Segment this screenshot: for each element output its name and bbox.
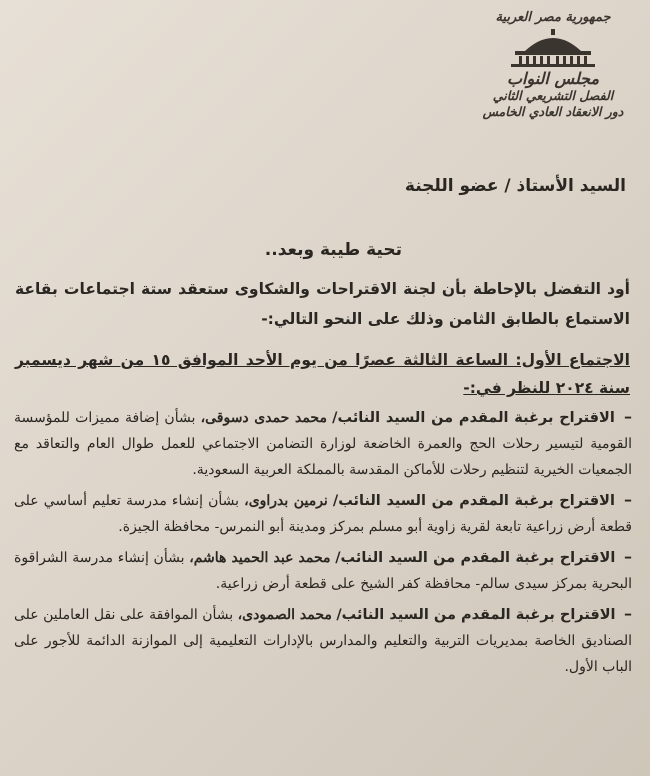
letterhead [478, 10, 628, 120]
proposal-text: بشأن إنشاء مدرسة تعليم أساسي على قطعة أرض زراعية تابعة لقرية زاوية أبو مسلم بمركز ومدينة أبو النمرس- محافظة الجيزة. [14, 493, 632, 535]
parliament-dome-icon [505, 27, 601, 67]
proposal-mp: محمد الصمودى، [237, 607, 332, 623]
dash-bullet: – [624, 490, 633, 509]
proposal-item [14, 544, 632, 597]
dash-bullet: – [624, 407, 633, 426]
proposal-item [14, 487, 632, 540]
first-meeting-heading: الاجتماع الأول: الساعة الثالثة عصرًا من يوم الأحد الموافق ١٥ من شهر ديسمبر سنة ٢٠٢٤ للنظر في:- [15, 351, 630, 397]
proposal-lead: الاقتراح برغبة المقدم من السيد النائب/ [332, 410, 615, 426]
intro-paragraph: أود التفضل بالإحاطة بأن لجنة الاقتراحات والشكاوى ستعقد ستة اجتماعات بقاعة الاستماع بالطابق الثامن وذلك على النحو التالي:- [15, 280, 630, 328]
dash-bullet: – [624, 604, 632, 623]
proposal-mp: محمد عبد الحميد هاشم، [189, 550, 331, 566]
proposal-item [14, 404, 632, 483]
salutation: السيد الأستاذ / عضو اللجنة [404, 176, 626, 196]
proposal-mp: نرمين بدراوى، [244, 493, 328, 509]
dash-bullet: – [624, 547, 633, 566]
proposal-text: بشأن الموافقة على نقل العاملين على الصناديق الخاصة بمديريات التربية والتعليم والمدارس بالإدارات التعليمية إلى الموازنة الدائمة للأجور على الباب الأول. [14, 607, 632, 675]
proposal-item [14, 601, 632, 680]
letterhead-council: مجلس النواب [506, 69, 600, 88]
letterhead-term: الفصل التشريعي الثاني [492, 88, 614, 103]
letterhead-country: جمهورية مصر العربية [495, 10, 611, 25]
proposal-lead: الاقتراح برغبة المقدم من السيد النائب/ [336, 607, 616, 623]
proposals-list [14, 404, 632, 684]
proposal-lead: الاقتراح برغبة المقدم من السيد النائب/ [335, 550, 616, 566]
greeting: تحية طيبة وبعد.. [264, 240, 402, 260]
proposal-text: بشأن إضافة مميزات للمؤسسة القومية لتيسير رحلات الحج والعمرة الخاضعة لوزارة التضامن الاجتماعي للعمل طوال العام والتعاقد مع الجمعيات الخيرية لتنظيم رحلات للأماكن المقدسة بالمملكة العربية السعودية. [14, 410, 632, 478]
proposal-lead: الاقتراح برغبة المقدم من السيد النائب/ [332, 493, 615, 509]
proposal-text: بشأن إنشاء مدرسة الشراقوة البحرية بمركز سيدى سالم- محافظة كفر الشيخ على قطعة أرض زراعية. [14, 550, 632, 592]
proposal-mp: محمد حمدى دسوقى، [200, 410, 327, 426]
letterhead-session: دور الانعقاد العادي الخامس [482, 104, 624, 119]
